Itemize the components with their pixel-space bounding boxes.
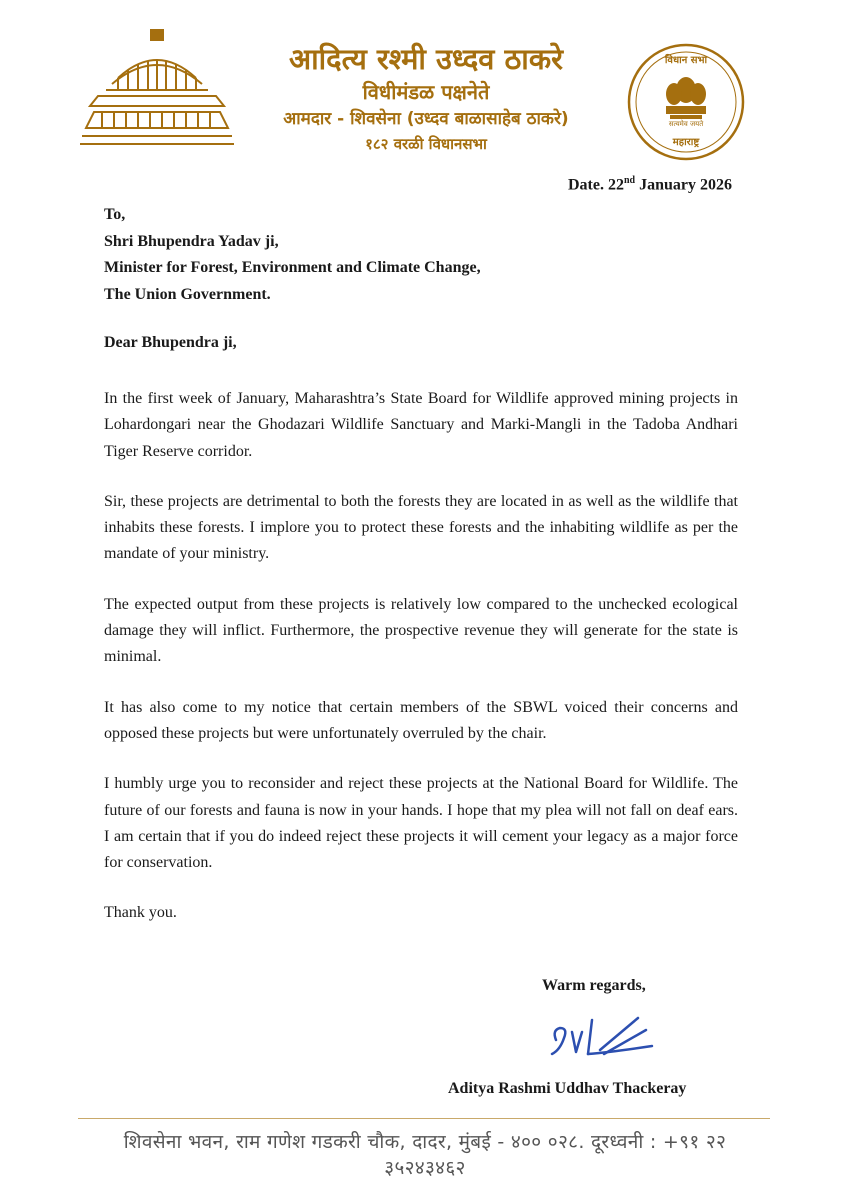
recipient-designation: Minister for Forest, Environment and Climate Change,: [104, 259, 481, 276]
letterhead-constituency: १८२ वरळी विधानसभा: [365, 135, 487, 153]
body-paragraph: In the first week of January, Maharashtra’s State Board for Wildlife approved mining projects in Lohardongari near the Ghodazari Wildlife Sanctuary and Marki-Mangli in the Tadoba Andhari Tiger Reserve corridor.: [104, 390, 738, 460]
emblem-bottom-text: महाराष्ट्र: [672, 137, 700, 148]
body-paragraph: The expected output from these projects is relatively low compared to the unchecked ecological damage they will inflict. Furthermore, the prospective revenue they will generate for the state is minimal.: [104, 595, 738, 666]
date-suffix: January 2026: [635, 176, 732, 194]
date-prefix: Date. 22: [567, 176, 624, 194]
footer-divider: [78, 1118, 770, 1119]
body-paragraph: Sir, these projects are detrimental to both the forests they are located in as well as the wildlife that inhabits these forests. I implore you to protect these forests and the inhabiting wildlife as per the mandate of your ministry.: [104, 492, 738, 563]
footer-address: शिवसेना भवन, राम गणेश गडकरी चौक, दादर, मुंबई - ४०० ०२८. दूरध्वनी : +९१ २२ ३५२४३४६२: [123, 1131, 727, 1179]
letterhead: [250, 40, 602, 156]
letter-date: [568, 175, 732, 194]
letterhead-name: आदित्य रश्मी उध्दव ठाकरे: [289, 42, 563, 76]
recipient-org: The Union Government.: [104, 285, 271, 303]
closing: Warm regards,: [542, 977, 646, 994]
body-paragraph: I humbly urge you to reconsider and reject these projects at the National Board for Wildlife. The future of our forests and fauna is now in your hands. I hope that my plea will not fall on deaf ears. I am certain that if you do indeed reject these projects it will cement your legacy as a major force for conservation.: [104, 775, 738, 872]
emblem-motto: सत्यमेव जयते: [668, 120, 704, 128]
salutation: Dear Bhupendra ji,: [104, 334, 237, 351]
letterhead-title: विधीमंडळ पक्षनेते: [362, 80, 490, 104]
recipient-block: [104, 202, 481, 308]
body-paragraph: Thank you.: [104, 904, 177, 922]
recipient-to: To,: [104, 206, 126, 223]
body-paragraph: It has also come to my notice that certain members of the SBWL voiced their concerns and opposed these projects but were unfortunately overruled by the chair.: [104, 698, 738, 742]
letterhead-party: आमदार - शिवसेना (उध्दव बाळासाहेब ठाकरे): [283, 109, 569, 129]
date-ordinal: nd: [623, 175, 636, 186]
vidhan-bhavan-logo-icon: [78, 28, 236, 160]
emblem-top-text: विधान सभा: [664, 55, 708, 66]
signature-icon: [542, 1010, 662, 1070]
recipient-name: Shri Bhupendra Yadav ji,: [104, 232, 279, 250]
letter-body: [104, 386, 738, 951]
signatory-name: Aditya Rashmi Uddhav Thackeray: [448, 1080, 687, 1097]
